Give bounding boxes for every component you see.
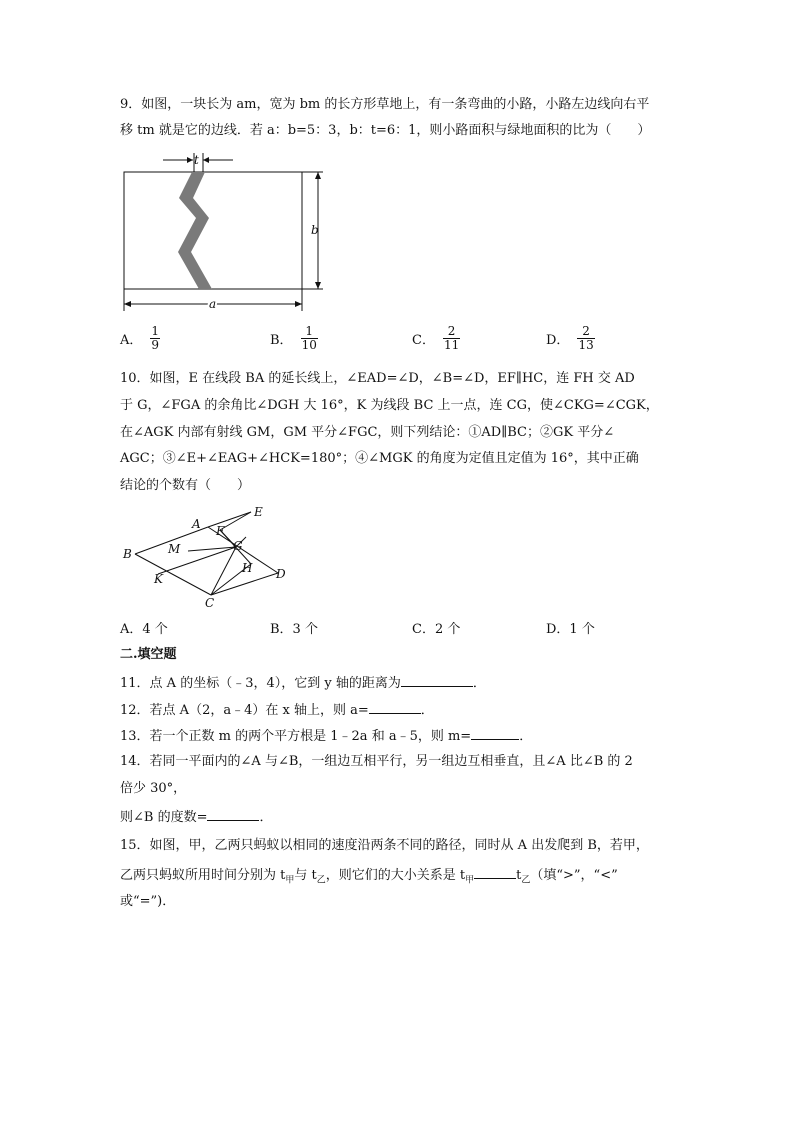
q15-line2-part2: 与 t — [294, 868, 317, 883]
q9-options — [120, 325, 720, 365]
q10-line3: 在∠AGK 内部有射线 GM，GM 平分∠FGC，则下列结论：①AD∥BC；②GK 平分∠ — [120, 425, 615, 440]
q15-line1: 15．如图，甲，乙两只蚂蚁以相同的速度沿两条不同的路径，同时从 A 出发爬到 B，若甲， — [120, 838, 649, 853]
q13 — [120, 725, 532, 747]
q10-label-C: C — [205, 596, 215, 610]
q9-label-t: t — [194, 153, 199, 167]
q15-sub-jia: 甲 — [285, 875, 295, 886]
q12-end: ． — [420, 703, 434, 718]
q14-answer-blank[interactable] — [207, 806, 259, 821]
q10-label-K: K — [154, 572, 163, 586]
q10-option-a[interactable]: A．4 个 — [120, 622, 168, 637]
q9-line1: 9．如图，一块长为 am，宽为 bm 的长方形草地上，有一条弯曲的小路，小路左边线向右平 — [120, 97, 650, 112]
q11-answer-blank[interactable] — [401, 672, 473, 687]
q15-answer-blank[interactable] — [474, 864, 516, 879]
q10-label-B: B — [123, 547, 132, 561]
q15-line3: 或“=”)． — [120, 894, 176, 909]
q10-line2: 于 G，∠FGA 的余角比∠DGH 大 16°，K 为线段 BC 上一点，连 CG，使∠CKG=∠CGK， — [120, 398, 659, 413]
q9-option-c-label: C． — [412, 333, 435, 348]
q9-option-d[interactable] — [546, 325, 595, 352]
q9-label-b: b — [311, 223, 319, 237]
q15-line2 — [120, 864, 618, 891]
q14-line1: 14．若同一平面内的∠A 与∠B，一组边互相平行，另一组边互相垂直，且∠A 比∠B 的 2 — [120, 754, 633, 769]
q13-end: ． — [519, 729, 533, 744]
q9-option-d-fraction: $\frac{2}{13}$ — [578, 324, 594, 352]
section-title-fill-in: 二.填空题 — [120, 647, 177, 662]
q9-option-b-fraction: $\frac{1}{10}$ — [301, 324, 317, 352]
q12-text: 12．若点 A（2，a﹣4）在 x 轴上，则 a= — [120, 703, 369, 718]
q10-options — [120, 618, 720, 638]
q9-option-c[interactable] — [412, 325, 460, 352]
q15-line2-part4: t — [516, 868, 522, 883]
q10-label-A: A — [192, 517, 201, 531]
q10-option-d[interactable]: D．1 个 — [546, 622, 595, 637]
q9-option-a-fraction: $\frac{1}{9}$ — [151, 324, 160, 352]
q10-label-E: E — [254, 505, 263, 519]
q10-option-b[interactable]: B．3 个 — [270, 622, 318, 637]
q10-label-D: D — [276, 567, 286, 581]
q9-option-a-label: A． — [120, 333, 143, 348]
q14-line3-text: 则∠B 的度数= — [120, 810, 208, 825]
q15-sub-jia-2: 甲 — [465, 875, 475, 886]
q10-line5: 结论的个数有（ ） — [120, 478, 251, 493]
q15-line2-part1: 乙两只蚂蚁所用时间分别为 t — [120, 868, 286, 883]
q9-line2: 移 tm 就是它的边线．若 a：b=5：3，b：t=6：1，则小路面积与绿地面积的比为（ ） — [120, 123, 651, 138]
q10-label-M: M — [168, 542, 181, 556]
q10-figure — [118, 500, 298, 612]
q9-option-b[interactable] — [270, 325, 318, 352]
q11 — [120, 672, 486, 694]
q10-option-c[interactable]: C．2 个 — [412, 622, 461, 637]
q10-line1: 10．如图，E 在线段 BA 的延长线上，∠EAD=∠D，∠B=∠D，EF∥HC，连 FH 交 AD — [120, 371, 635, 386]
q12 — [120, 699, 434, 721]
q14-line3 — [120, 806, 273, 828]
q12-answer-blank[interactable] — [369, 699, 421, 714]
q11-end: ． — [472, 676, 486, 691]
q10-line4: AGC；③∠E+∠EAG+∠HCK=180°；④∠MGK 的角度为定值且定值为 16°，其中正确 — [120, 451, 639, 466]
q9-option-a[interactable] — [120, 325, 160, 352]
q15-line2-part5: （填“>”，“<” — [530, 868, 618, 883]
q15-sub-yi-2: 乙 — [521, 875, 531, 886]
q13-answer-blank[interactable] — [471, 725, 519, 740]
q9-label-a: a — [209, 297, 217, 311]
q9-option-c-fraction: $\frac{2}{11}$ — [443, 324, 460, 352]
q15-line2-part3: ，则它们的大小关系是 t — [325, 868, 466, 883]
q14-end: ． — [259, 810, 273, 825]
q10-label-H: H — [242, 561, 253, 575]
q11-text: 11．点 A 的坐标（﹣3，4），它到 y 轴的距离为 — [120, 676, 401, 691]
q9-figure — [115, 148, 335, 318]
q9-option-d-label: D． — [546, 333, 570, 348]
q15-sub-yi: 乙 — [316, 875, 326, 886]
q9-option-b-label: B． — [270, 333, 293, 348]
q14-line2: 倍少 30°， — [120, 781, 187, 796]
q13-text: 13．若一个正数 m 的两个平方根是 1﹣2a 和 a﹣5，则 m= — [120, 729, 472, 744]
q10-label-F: F — [216, 524, 225, 538]
q10-label-G: G — [233, 539, 243, 553]
